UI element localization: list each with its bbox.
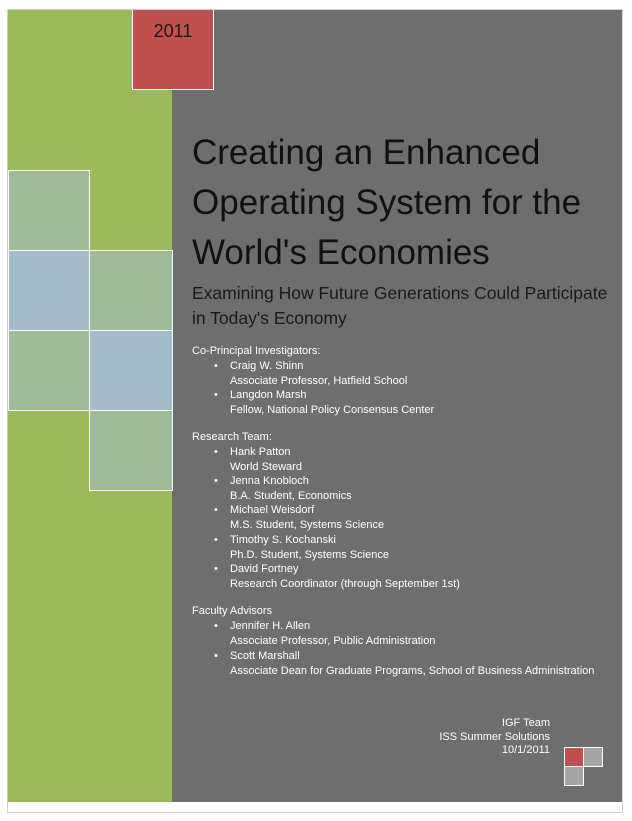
co-investigators-heading: Co-Principal Investigators: <box>192 345 321 357</box>
tile <box>8 170 90 251</box>
person-name: Jennifer H. Allen <box>230 620 311 632</box>
person-role: Research Coordinator (through September 1st) <box>230 577 460 590</box>
person-entry <box>214 533 389 562</box>
person-entry <box>214 388 434 417</box>
footer-block <box>439 717 550 758</box>
tile-logo-icon <box>564 747 606 789</box>
person-name: Timothy S. Kochanski <box>230 534 336 546</box>
document-title: Creating an Enhanced Operating System for the World's Economies <box>192 133 582 272</box>
bullet-icon: • <box>214 504 218 516</box>
organization-name: ISS Summer Solutions <box>439 730 550 743</box>
tile <box>89 410 173 491</box>
faculty-advisors-heading: Faculty Advisors <box>192 605 273 617</box>
bullet-icon: • <box>214 446 218 458</box>
person-role: World Steward <box>230 460 302 473</box>
tile <box>89 330 173 411</box>
tile <box>8 330 90 411</box>
person-name: Hank Patton <box>230 446 291 458</box>
person-entry <box>214 503 384 532</box>
research-team-heading: Research Team: <box>192 431 272 443</box>
person-entry <box>214 562 460 591</box>
bullet-icon: • <box>214 389 218 401</box>
person-name: Michael Weisdorf <box>230 504 315 516</box>
person-role: Fellow, National Policy Consensus Center <box>230 403 435 416</box>
tile <box>89 250 173 331</box>
person-entry <box>214 649 594 678</box>
person-name: Craig W. Shinn <box>230 360 304 372</box>
bullet-icon: • <box>214 475 218 487</box>
bullet-icon: • <box>214 650 218 662</box>
person-name: David Fortney <box>230 563 299 575</box>
logo-tile <box>564 766 584 786</box>
document-subtitle: Examining How Future Generations Could Participate in Today's Economy <box>192 283 608 328</box>
year-box <box>132 10 214 90</box>
person-role: Associate Dean for Graduate Programs, School of Business Administration <box>230 664 595 677</box>
team-name: IGF Team <box>501 717 550 729</box>
document-date: 10/1/2011 <box>501 744 550 756</box>
bullet-icon: • <box>214 360 218 372</box>
person-name: Jenna Knobloch <box>230 475 309 487</box>
year-label: 2011 <box>153 21 193 41</box>
person-entry <box>214 619 435 648</box>
logo-tile <box>583 747 603 767</box>
bullet-icon: • <box>214 620 218 632</box>
person-role: M.S. Student, Systems Science <box>230 518 385 531</box>
person-role: B.A. Student, Economics <box>230 489 352 502</box>
person-entry <box>214 359 407 388</box>
person-name: Langdon Marsh <box>230 389 307 401</box>
bullet-icon: • <box>214 563 218 575</box>
logo-tile <box>564 747 584 767</box>
person-entry <box>214 474 352 503</box>
person-name: Scott Marshall <box>230 650 300 662</box>
bullet-icon: • <box>214 534 218 546</box>
person-role: Ph.D. Student, Systems Science <box>230 548 389 561</box>
person-entry <box>214 445 302 474</box>
person-role: Associate Professor, Hatfield School <box>230 374 408 387</box>
person-role: Associate Professor, Public Administration <box>230 634 436 647</box>
tile <box>8 250 90 331</box>
